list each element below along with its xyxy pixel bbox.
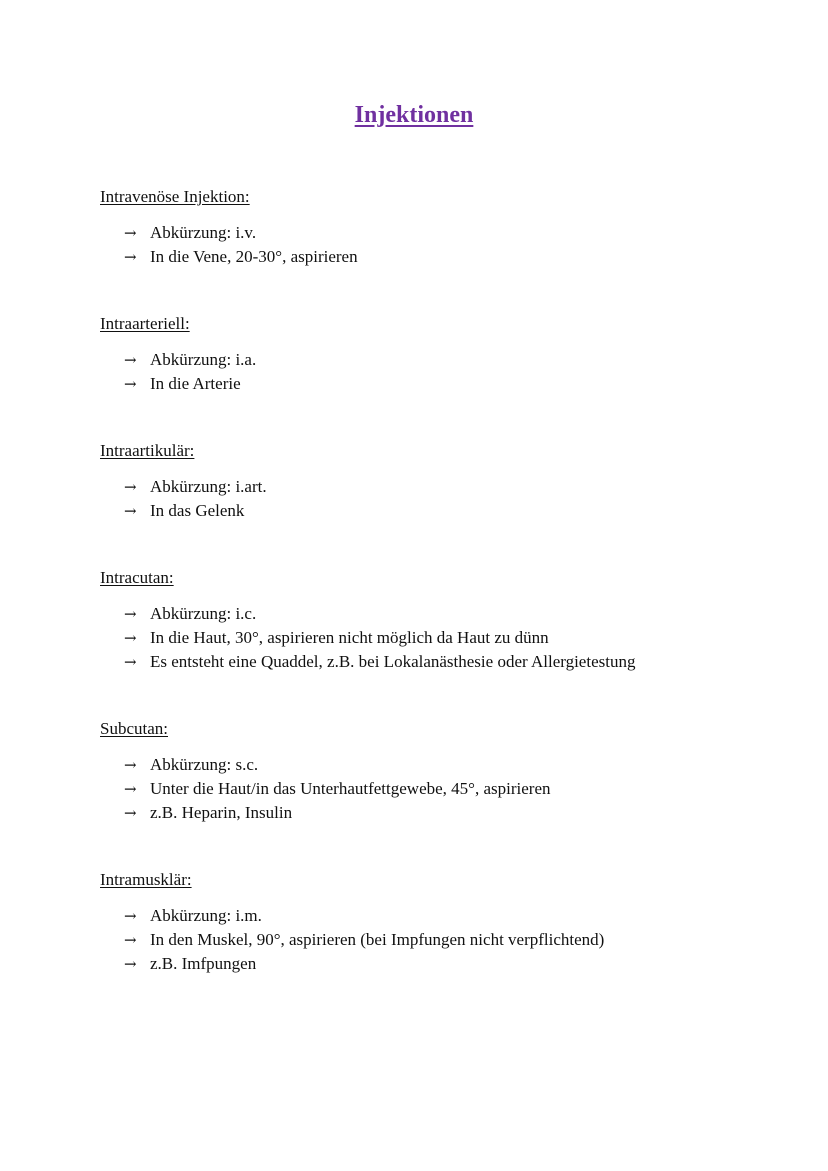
list-item xyxy=(124,499,760,523)
list-item-text: z.B. Heparin, Insulin xyxy=(150,803,293,822)
list-item-text: Es entsteht eine Quaddel, z.B. bei Lokalanästhesie oder Allergietestung xyxy=(150,652,636,671)
list-item xyxy=(124,650,760,674)
list-item-text: In den Muskel, 90°, aspirieren (bei Impfungen nicht verpflichtend) xyxy=(150,930,605,949)
section-intraarterial xyxy=(100,313,760,396)
section-intravenous xyxy=(100,186,760,269)
list-item xyxy=(124,952,760,976)
bullet-list xyxy=(100,602,760,674)
arrow-icon: → xyxy=(124,756,137,774)
list-item xyxy=(124,753,760,777)
arrow-icon: → xyxy=(124,605,137,623)
section-heading: Intraartikulär: xyxy=(100,441,195,460)
bullet-list xyxy=(100,475,760,523)
arrow-icon: → xyxy=(124,351,137,369)
bullet-list xyxy=(100,904,760,976)
arrow-icon: → xyxy=(124,502,137,520)
list-item-text: Abkürzung: s.c. xyxy=(150,755,259,774)
bullet-list xyxy=(100,753,760,825)
list-item xyxy=(124,904,760,928)
section-heading: Intracutan: xyxy=(100,568,174,587)
section-intracutaneous xyxy=(100,567,760,674)
bullet-list xyxy=(100,221,760,269)
list-item-text: Abkürzung: i.a. xyxy=(150,350,257,369)
list-item xyxy=(124,928,760,952)
list-item-text: Abkürzung: i.v. xyxy=(150,223,257,242)
list-item-text: In die Haut, 30°, aspirieren nicht möglich da Haut zu dünn xyxy=(150,628,549,647)
arrow-icon: → xyxy=(124,955,137,973)
section-subcutaneous xyxy=(100,718,760,825)
list-item xyxy=(124,777,760,801)
arrow-icon: → xyxy=(124,248,137,266)
list-item-text: Abkürzung: i.c. xyxy=(150,604,257,623)
list-item-text: In die Arterie xyxy=(150,374,241,393)
arrow-icon: → xyxy=(124,629,137,647)
list-item-text: Unter die Haut/in das Unterhautfettgewebe, 45°, aspirieren xyxy=(150,779,551,798)
page-title: Injektionen xyxy=(354,102,474,128)
list-item-text: In das Gelenk xyxy=(150,501,245,520)
section-heading: Intraarteriell: xyxy=(100,314,190,333)
section-intramuscular xyxy=(100,869,760,976)
section-heading: Intravenöse Injektion: xyxy=(100,187,250,206)
bullet-list xyxy=(100,348,760,396)
list-item xyxy=(124,602,760,626)
list-item xyxy=(124,245,760,269)
list-item-text: In die Vene, 20-30°, aspirieren xyxy=(150,247,358,266)
list-item xyxy=(124,221,760,245)
arrow-icon: → xyxy=(124,804,137,822)
section-intraarticular xyxy=(100,440,760,523)
arrow-icon: → xyxy=(124,780,137,798)
list-item-text: Abkürzung: i.m. xyxy=(150,906,262,925)
list-item-text: z.B. Imfpungen xyxy=(150,954,257,973)
list-item xyxy=(124,475,760,499)
list-item xyxy=(124,801,760,825)
arrow-icon: → xyxy=(124,653,137,671)
arrow-icon: → xyxy=(124,224,137,242)
arrow-icon: → xyxy=(124,907,137,925)
list-item xyxy=(124,372,760,396)
list-item-text: Abkürzung: i.art. xyxy=(150,477,267,496)
arrow-icon: → xyxy=(124,931,137,949)
arrow-icon: → xyxy=(124,478,137,496)
section-heading: Intramusklär: xyxy=(100,870,192,889)
section-heading: Subcutan: xyxy=(100,719,168,738)
list-item xyxy=(124,348,760,372)
arrow-icon: → xyxy=(124,375,137,393)
list-item xyxy=(124,626,760,650)
